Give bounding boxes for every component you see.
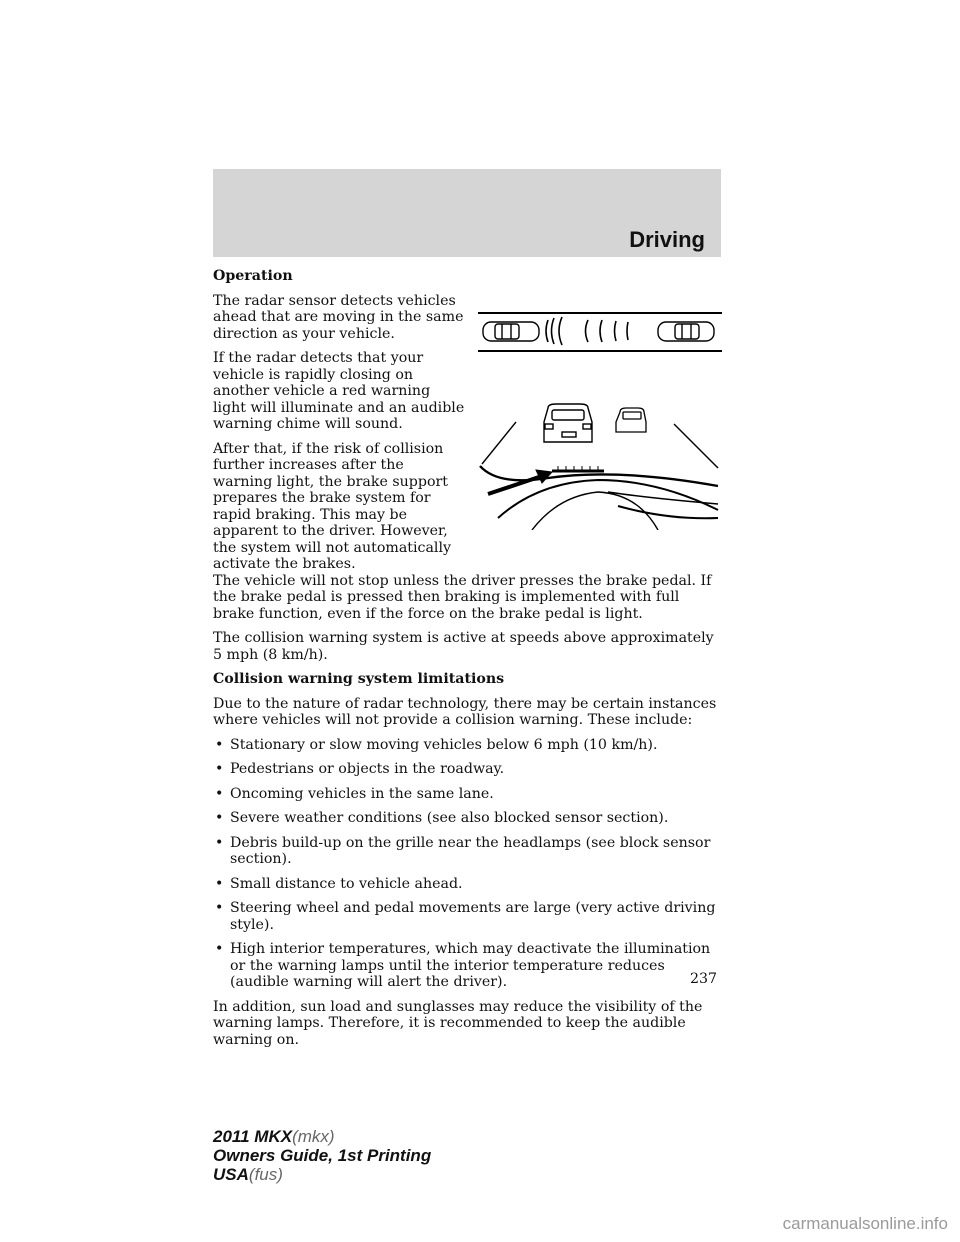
- list-item: • Steering wheel and pedal movements are large (very active driving style).: [213, 900, 721, 933]
- list-item: • Debris build-up on the grille near the headlamps (see block sensor section).: [213, 835, 721, 868]
- list-item: • High interior temperatures, which may deactivate the illumination or the warning lamps until the interior temperature reduces (audible warning will alert the driver).: [213, 941, 721, 991]
- section-header-band: [213, 169, 721, 257]
- list-item: • Oncoming vehicles in the same lane.: [213, 786, 721, 803]
- limitations-intro: Due to the nature of radar technology, there may be certain instances where vehicles will not provide a collision warning. These include:: [213, 695, 717, 728]
- list-item: • Pedestrians or objects in the roadway.: [213, 761, 721, 778]
- manual-page-content: [213, 268, 721, 1056]
- footer-market: USA: [213, 1165, 249, 1184]
- operation-paragraph-4: The vehicle will not stop unless the driver presses the brake pedal. If the brake pedal is pressed then braking is implemented with full brake function, even if the force on the brake pedal is light.: [213, 572, 712, 622]
- footer-market-code: (fus): [248, 1165, 283, 1184]
- limitations-list: [213, 737, 721, 991]
- limitations-heading: Collision warning system limitations: [213, 671, 505, 687]
- limitations-closing: In addition, sun load and sunglasses may reduce the visibility of the warning lamps. Therefore, it is recommended to keep the audible warning on.: [213, 998, 703, 1048]
- document-footer: [213, 1127, 431, 1184]
- operation-paragraph-5: The collision warning system is active at speeds above approximately 5 mph (8 km/h).: [213, 630, 714, 663]
- operation-paragraph-3: After that, if the risk of collision further increases after the warning light, the brake support prepares the brake system for rapid braking. This may be apparent to the driver. However, the system will not automatically activate the brakes.: [213, 440, 452, 572]
- site-watermark: carmanualsonline.info: [782, 1214, 948, 1233]
- operation-section: [213, 268, 465, 573]
- operation-heading: Operation: [213, 268, 293, 284]
- operation-paragraph-1: The radar sensor detects vehicles ahead that are moving in the same direction as your vehicle.: [213, 292, 464, 342]
- list-item: • Small distance to vehicle ahead.: [213, 876, 721, 893]
- footer-model-code: (mkx): [292, 1127, 335, 1146]
- list-item: • Stationary or slow moving vehicles below 6 mph (10 km/h).: [213, 737, 721, 754]
- footer-model: 2011 MKX: [213, 1127, 293, 1146]
- list-item: • Severe weather conditions (see also blocked sensor section).: [213, 810, 721, 827]
- footer-guide: Owners Guide, 1st Printing: [213, 1146, 432, 1165]
- page-number: 237: [690, 971, 718, 987]
- section-title: Driving: [629, 227, 705, 252]
- operation-paragraph-2: If the radar detects that your vehicle is rapidly closing on another vehicle a red warning light will illuminate and an audible warning chime will sound.: [213, 350, 465, 432]
